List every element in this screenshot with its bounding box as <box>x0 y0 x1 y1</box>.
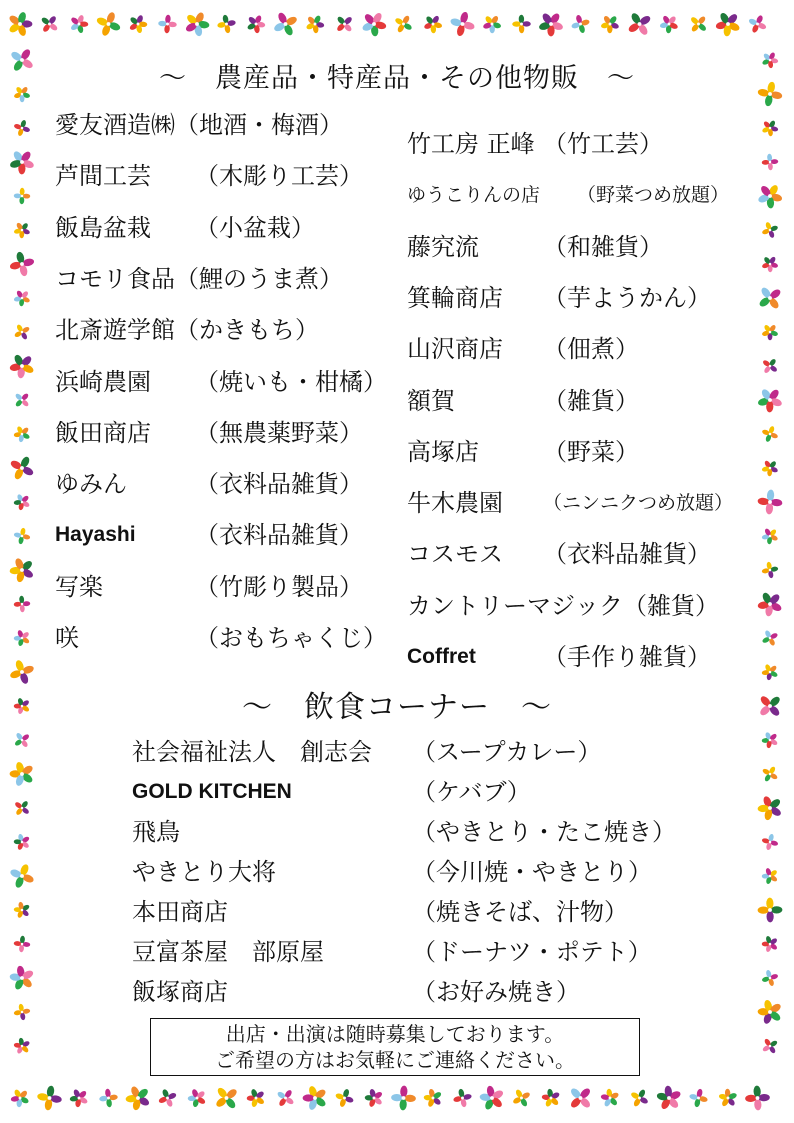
flower-icon <box>758 286 782 310</box>
flower-icon <box>482 15 501 34</box>
flower-icon <box>305 15 324 34</box>
flower-icon <box>217 14 236 33</box>
flower-icon <box>9 150 35 175</box>
flower-icon <box>761 460 778 477</box>
flower-icon <box>512 1089 531 1108</box>
vendor-name: 飛鳥 <box>132 818 180 846</box>
vendor-goods: （ドーナツ・ポテト） <box>412 938 652 966</box>
flower-icon <box>762 766 779 783</box>
flower-icon <box>761 969 778 986</box>
flower-icon <box>761 833 778 850</box>
vendor-name: 本田商店 <box>132 898 228 926</box>
products-section-title: ～ 農産品・特産品・その他物販 ～ <box>159 63 635 94</box>
vendor-name: 写楽 <box>55 572 103 601</box>
vendor-name: 芦間工芸 <box>55 162 151 191</box>
flower-icon <box>215 1086 239 1110</box>
flower-icon <box>762 630 779 647</box>
flower-icon <box>659 15 678 34</box>
vendor-goods: （和雑貨） <box>543 232 663 261</box>
flower-icon <box>538 12 564 36</box>
vendor-name: 咲 <box>55 624 79 652</box>
vendor-name: 額賀 <box>407 386 455 415</box>
vendor-goods: （おもちゃくじ） <box>195 624 387 652</box>
vendor-goods: （雑貨） <box>623 591 719 620</box>
vendor-name: 豆富茶屋 部原屋 <box>132 938 324 966</box>
flower-icon <box>479 1085 504 1111</box>
vendor-goods: （雑貨） <box>543 386 639 415</box>
vendor-goods: （衣料品雑貨） <box>195 470 363 499</box>
flower-icon <box>761 561 778 578</box>
flower-icon <box>762 1038 778 1054</box>
flower-icon <box>303 1085 327 1111</box>
vendor-goods: （佃煮） <box>543 335 639 364</box>
flower-icon <box>13 222 30 239</box>
flower-icon <box>715 11 741 36</box>
flower-icon <box>13 426 30 443</box>
vendor-name: カントリーマジック <box>407 591 623 620</box>
flower-icon <box>450 11 476 37</box>
flower-icon <box>761 528 778 545</box>
vendor-name: コモリ食品 <box>55 264 175 293</box>
vendor-goods: （スープカレー） <box>412 738 602 766</box>
vendor-name: ゆうこりんの店 <box>407 184 541 207</box>
flower-icon <box>13 1037 30 1054</box>
flower-icon <box>96 11 122 37</box>
flower-icon <box>762 154 779 171</box>
flower-icon <box>757 591 782 616</box>
flower-icon <box>14 596 31 613</box>
flower-icon <box>690 15 708 33</box>
flower-icon <box>8 11 32 37</box>
flower-icon <box>9 251 35 277</box>
flower-icon <box>14 494 31 511</box>
flower-icon <box>9 863 35 889</box>
flower-icon <box>40 15 58 33</box>
vendor-goods: （ニンニクつめ放題） <box>543 492 734 515</box>
flower-icon <box>761 221 778 238</box>
flower-icon <box>424 1088 443 1107</box>
flower-icon <box>276 1089 294 1107</box>
flower-icon <box>14 324 31 341</box>
flower-icon <box>761 120 778 137</box>
flower-icon <box>13 527 30 544</box>
vendor-goods: （やきとり・たこ焼き） <box>412 818 676 846</box>
vendor-name: 北斎遊学館 <box>55 316 175 345</box>
flower-icon <box>125 1085 150 1111</box>
flower-icon <box>99 1088 118 1107</box>
vendor-name: 浜崎農園 <box>55 367 151 396</box>
flower-icon <box>541 1088 560 1107</box>
flower-icon <box>757 184 783 209</box>
flower-icon <box>37 1085 63 1111</box>
vendor-name: 山沢商店 <box>407 335 503 364</box>
vendor-name: 高塚店 <box>407 437 479 466</box>
vendor-goods: （衣料品雑貨） <box>195 521 363 550</box>
flower-icon <box>336 15 353 32</box>
flower-icon <box>9 965 34 991</box>
vendor-goods: （竹工芸） <box>543 130 663 158</box>
vendor-goods: （芋ようかん） <box>543 283 711 312</box>
flower-icon <box>247 14 266 33</box>
vendor-goods: （ケバブ） <box>412 778 531 806</box>
flower-icon <box>571 14 590 33</box>
flower-icon <box>14 800 30 816</box>
vendor-goods: （焼きそば、汁物） <box>412 898 628 926</box>
flower-icon <box>761 324 778 340</box>
flower-icon <box>512 15 531 34</box>
flower-icon <box>757 388 783 413</box>
flower-icon <box>761 425 778 442</box>
flower-icon <box>758 999 783 1025</box>
flower-icon <box>600 1088 619 1107</box>
flower-icon <box>14 188 31 205</box>
flower-icon <box>745 1085 770 1110</box>
flower-icon <box>761 256 778 272</box>
flower-icon <box>14 392 29 407</box>
vendor-goods: （竹彫り製品） <box>195 572 363 601</box>
vendor-goods: （鯉のうま煮） <box>175 264 343 293</box>
vendor-goods: （木彫り工芸） <box>195 162 363 191</box>
flower-icon <box>365 1088 384 1107</box>
flower-icon <box>757 489 782 514</box>
flower-icon <box>69 1088 88 1107</box>
vendor-goods: （衣料品雑貨） <box>543 540 711 569</box>
recruitment-notice <box>150 1018 640 1076</box>
vendor-goods: （かきもち） <box>175 316 319 345</box>
flower-icon <box>762 358 778 374</box>
flower-icon <box>335 1088 354 1107</box>
vendor-goods: （お好み焼き） <box>412 978 580 1006</box>
flower-icon <box>569 1087 592 1110</box>
vendor-goods: （焼いも・柑橘） <box>195 367 387 396</box>
flower-icon <box>13 119 30 136</box>
flower-icon <box>14 732 30 748</box>
flower-icon <box>391 1085 416 1110</box>
flower-icon <box>762 664 779 681</box>
flower-icon <box>14 936 31 953</box>
flower-icon <box>600 15 619 34</box>
vendor-name: 飯田商店 <box>55 418 151 447</box>
flower-icon <box>748 14 767 33</box>
flower-icon <box>762 935 778 952</box>
vendor-name: やきとり大将 <box>132 858 276 886</box>
notice-line-2: ご希望の方はお気軽にご連絡ください。 <box>215 1048 575 1072</box>
vendor-name: 愛友酒造㈱ <box>55 111 175 139</box>
flower-icon <box>273 11 298 36</box>
flower-icon <box>9 455 34 480</box>
vendor-name: 箕輪商店 <box>407 283 503 312</box>
vendor-goods: （今川焼・やきとり） <box>412 858 652 886</box>
flower-icon <box>758 898 783 923</box>
food-section-title: ～ 飲食コーナー ～ <box>242 690 552 725</box>
vendor-name: 社会福祉法人 創志会 <box>132 738 372 766</box>
vendor-goods: （手作り雑貨） <box>543 643 711 671</box>
notice-line-1: 出店・出演は随時募集しております。 <box>225 1022 565 1046</box>
vendor-goods: （無農薬野菜） <box>195 418 363 447</box>
flower-icon <box>656 1085 682 1110</box>
vendor-name: 竹工房 正峰 <box>407 130 535 158</box>
flower-icon <box>394 15 413 34</box>
flower-icon <box>158 15 177 34</box>
vendor-goods: （地酒・梅酒） <box>175 111 343 139</box>
flower-icon <box>158 1088 177 1107</box>
vendor-name: 藤究流 <box>407 232 479 261</box>
flower-icon <box>762 867 778 884</box>
flower-icon <box>14 901 31 918</box>
flower-icon <box>9 557 34 583</box>
flower-icon <box>757 795 782 821</box>
flower-icon <box>70 14 89 33</box>
vendor-name: ゆみん <box>55 470 127 499</box>
flower-icon <box>184 11 209 37</box>
flower-icon <box>13 290 30 307</box>
flower-icon <box>13 1003 30 1020</box>
vendor-name: 飯島盆栽 <box>55 213 151 242</box>
vendor-goods: （野菜つめ放題） <box>577 184 730 207</box>
flower-icon <box>423 15 442 34</box>
flower-icon <box>14 629 31 646</box>
flower-icon <box>10 761 35 787</box>
flower-icon <box>9 353 35 378</box>
flower-icon <box>247 1088 266 1107</box>
flower-icon <box>129 14 148 33</box>
flower-icon <box>627 12 652 37</box>
flower-icon <box>10 1089 29 1108</box>
flower-icon <box>762 731 779 748</box>
vendor-name: 飯塚商店 <box>132 978 228 1006</box>
vendor-goods: （野菜） <box>543 437 639 466</box>
flower-icon <box>9 659 35 685</box>
flower-icon <box>14 833 31 850</box>
vendor-name: Coffret <box>407 645 476 668</box>
vendor-name: GOLD KITCHEN <box>132 780 292 803</box>
vendor-goods: （小盆栽） <box>195 213 315 242</box>
vendor-name: Hayashi <box>55 523 136 547</box>
flower-icon <box>188 1088 207 1107</box>
flower-icon <box>630 1089 649 1108</box>
flower-icon <box>453 1088 472 1107</box>
flower-icon <box>361 11 387 36</box>
flower-icon <box>718 1089 737 1108</box>
vendor-name: コスモス <box>407 540 503 569</box>
vendor-name: 牛木農園 <box>407 489 503 518</box>
flower-icon <box>689 1088 708 1107</box>
